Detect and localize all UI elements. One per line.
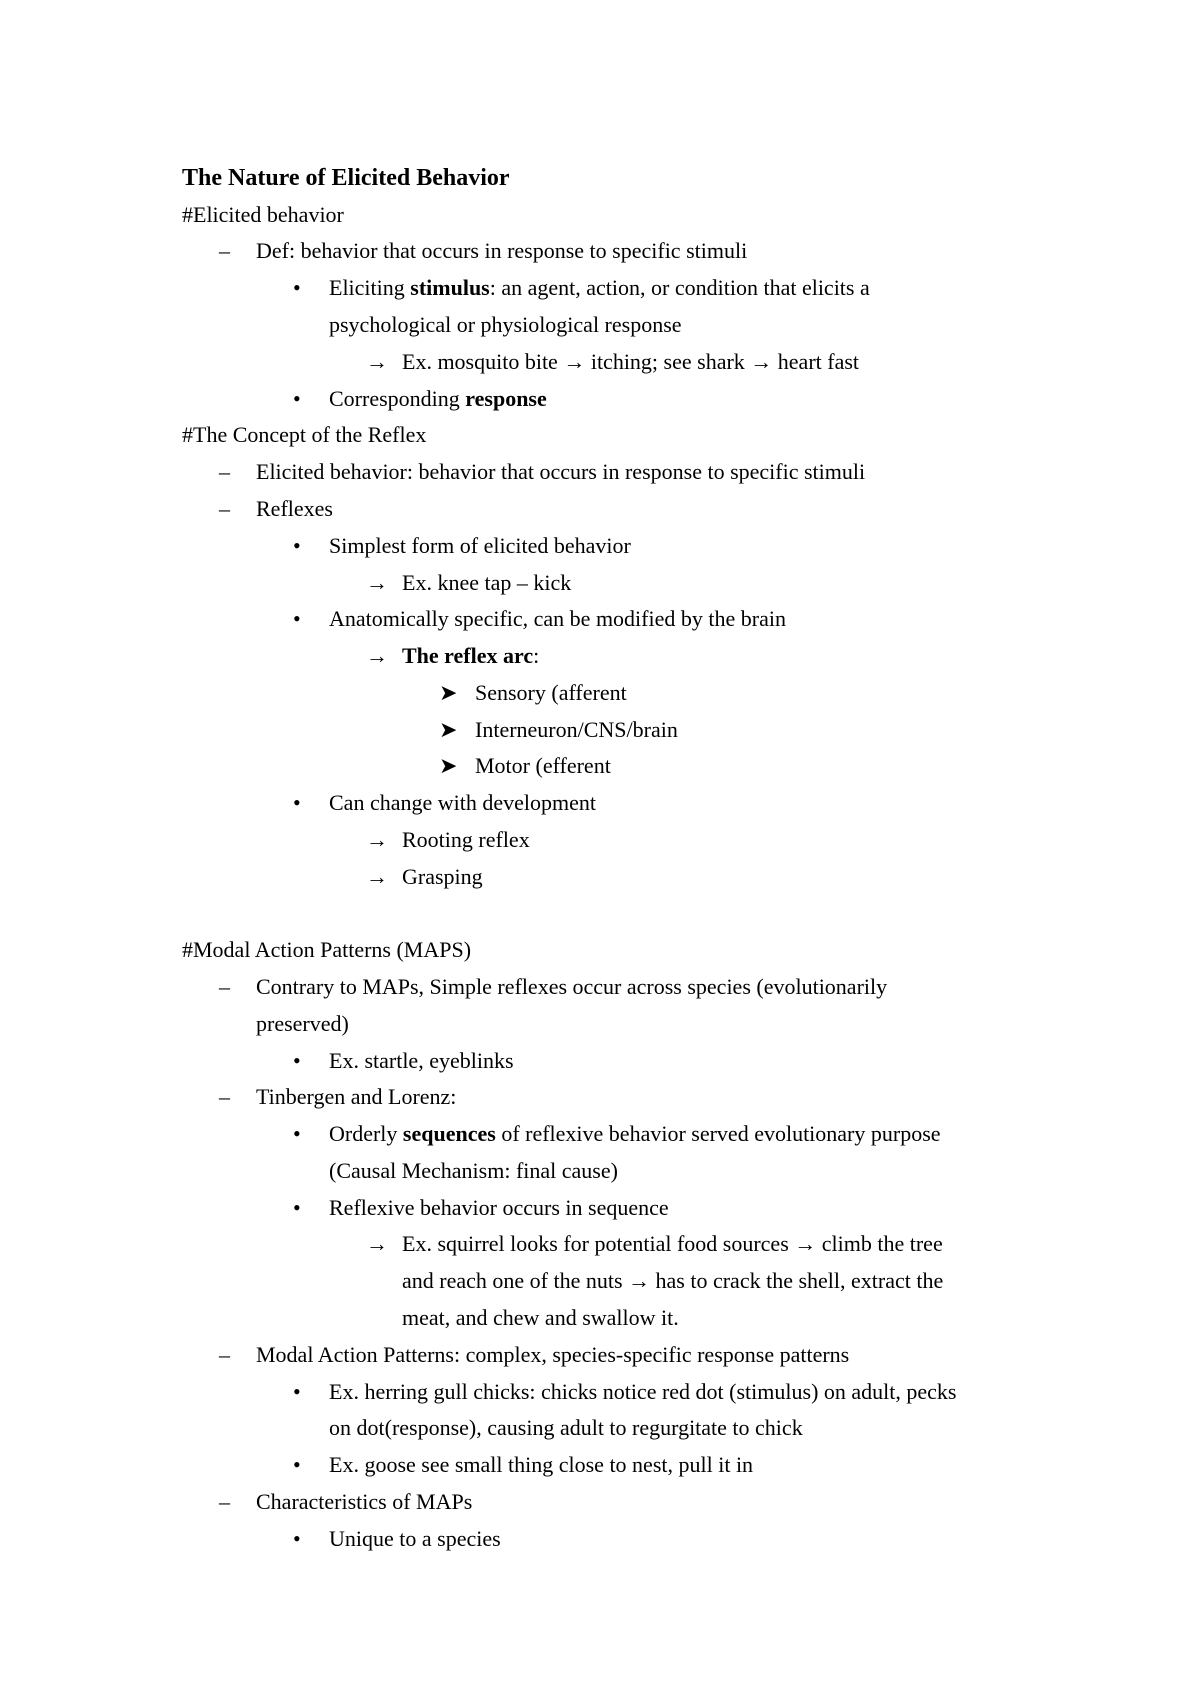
bullet-marker: • [293, 1526, 301, 1551]
bullet-marker: • [293, 606, 301, 631]
dash-marker: – [219, 1084, 230, 1109]
arrow-icon: → [750, 349, 773, 374]
bullet-marker: • [293, 1195, 301, 1220]
bullet-marker: • [293, 1452, 301, 1477]
list-item-text: Ex. herring gull chicks: chicks notice red dot (stimulus) on adult, pecks [329, 1379, 957, 1404]
arrow-icon: → [366, 570, 388, 595]
dash-marker: – [219, 459, 230, 484]
text-run: climb the tree [821, 1231, 943, 1256]
arrow-icon: → [794, 1231, 817, 1256]
text-run: Corresponding [329, 386, 466, 411]
chevron-icon: ➤ [439, 717, 458, 742]
list-item-text [402, 1229, 943, 1259]
list-item-text: Simplest form of elicited behavior [329, 533, 631, 558]
dash-marker: – [219, 496, 230, 521]
list-item-text: Elicited behavior: behavior that occurs in response to specific stimuli [256, 459, 866, 484]
arrow-icon: → [366, 643, 388, 668]
section-heading-text: #Modal Action Patterns (MAPS) [182, 937, 472, 962]
list-item-text: preserved) [256, 1011, 349, 1036]
arrow-icon: → [366, 349, 388, 374]
list-item-text: on dot(response), causing adult to regurgitate to chick [329, 1415, 803, 1440]
list-item-text: (Causal Mechanism: final cause) [329, 1158, 618, 1183]
text-run: heart fast [777, 349, 860, 374]
list-item-text: Rooting reflex [402, 827, 530, 852]
list-item-text: Reflexes [256, 496, 333, 521]
document-title-text: The Nature of Elicited Behavior [182, 165, 510, 191]
list-item-text: Motor (efferent [475, 753, 611, 778]
dash-marker: – [219, 974, 230, 999]
dash-marker: – [219, 1489, 230, 1514]
text-run: Orderly [329, 1121, 403, 1146]
list-item-text: Can change with development [329, 790, 596, 815]
dash-marker: – [219, 1342, 230, 1367]
text-run: Ex. squirrel looks for potential food sources [402, 1231, 789, 1256]
bullet-marker: • [293, 533, 301, 558]
list-item-text: Tinbergen and Lorenz: [256, 1084, 457, 1109]
bold-term: stimulus [410, 275, 490, 300]
bold-term: The reflex arc [402, 643, 534, 668]
bullet-marker: • [293, 1121, 301, 1146]
text-run: itching; see shark [590, 349, 745, 374]
chevron-icon: ➤ [439, 753, 458, 778]
list-item-text: Contrary to MAPs, Simple reflexes occur across species (evolutionarily [256, 974, 888, 999]
list-item-text: Reflexive behavior occurs in sequence [329, 1195, 669, 1220]
text-run: : an agent, action, or condition that elicits a [489, 275, 870, 300]
dash-marker: – [219, 238, 230, 263]
list-item-text: Unique to a species [329, 1526, 501, 1551]
list-item-text: psychological or physiological response [329, 312, 682, 337]
arrow-icon: → [563, 349, 586, 374]
list-item-text [329, 1119, 941, 1149]
text-run: : [533, 643, 540, 668]
text-run: Eliciting [329, 275, 411, 300]
list-item-text: Ex. knee tap – kick [402, 570, 572, 595]
bullet-marker: • [293, 386, 301, 411]
list-item-text: Interneuron/CNS/brain [475, 717, 678, 742]
list-item-text [329, 384, 547, 414]
list-item-text: Sensory (afferent [475, 680, 627, 705]
list-item-text [402, 641, 539, 671]
bullet-marker: • [293, 275, 301, 300]
list-item-text: Modal Action Patterns: complex, species-specific response patterns [256, 1342, 850, 1367]
list-item-text [402, 1266, 943, 1296]
list-item-text: Ex. startle, eyeblinks [329, 1048, 514, 1073]
section-heading-text: #Elicited behavior [182, 202, 344, 227]
bullet-marker: • [293, 1048, 301, 1073]
text-run: of reflexive behavior served evolutionary purpose [495, 1121, 941, 1146]
list-item-text: Grasping [402, 864, 483, 889]
arrow-icon: → [366, 864, 388, 889]
list-item-text: Ex. goose see small thing close to nest, pull it in [329, 1452, 754, 1477]
text-run: Ex. mosquito bite [402, 349, 558, 374]
list-item-text: Def: behavior that occurs in response to specific stimuli [256, 238, 748, 263]
text-run: and reach one of the nuts [402, 1268, 623, 1293]
text-run: has to crack the shell, extract the [655, 1268, 944, 1293]
arrow-icon: → [628, 1268, 651, 1293]
arrow-icon: → [366, 827, 388, 852]
bold-term: response [465, 386, 547, 411]
list-item-text: Anatomically specific, can be modified by the brain [329, 606, 786, 631]
section-heading-text: #The Concept of the Reflex [182, 422, 427, 447]
arrow-icon: → [366, 1231, 388, 1256]
bullet-marker: • [293, 790, 301, 815]
list-item-text [329, 273, 870, 303]
list-item-text [402, 347, 859, 377]
chevron-icon: ➤ [439, 680, 458, 705]
bold-term: sequences [402, 1121, 496, 1146]
list-item-text: Characteristics of MAPs [256, 1489, 473, 1514]
bullet-marker: • [293, 1379, 301, 1404]
list-item-text: meat, and chew and swallow it. [402, 1305, 679, 1330]
